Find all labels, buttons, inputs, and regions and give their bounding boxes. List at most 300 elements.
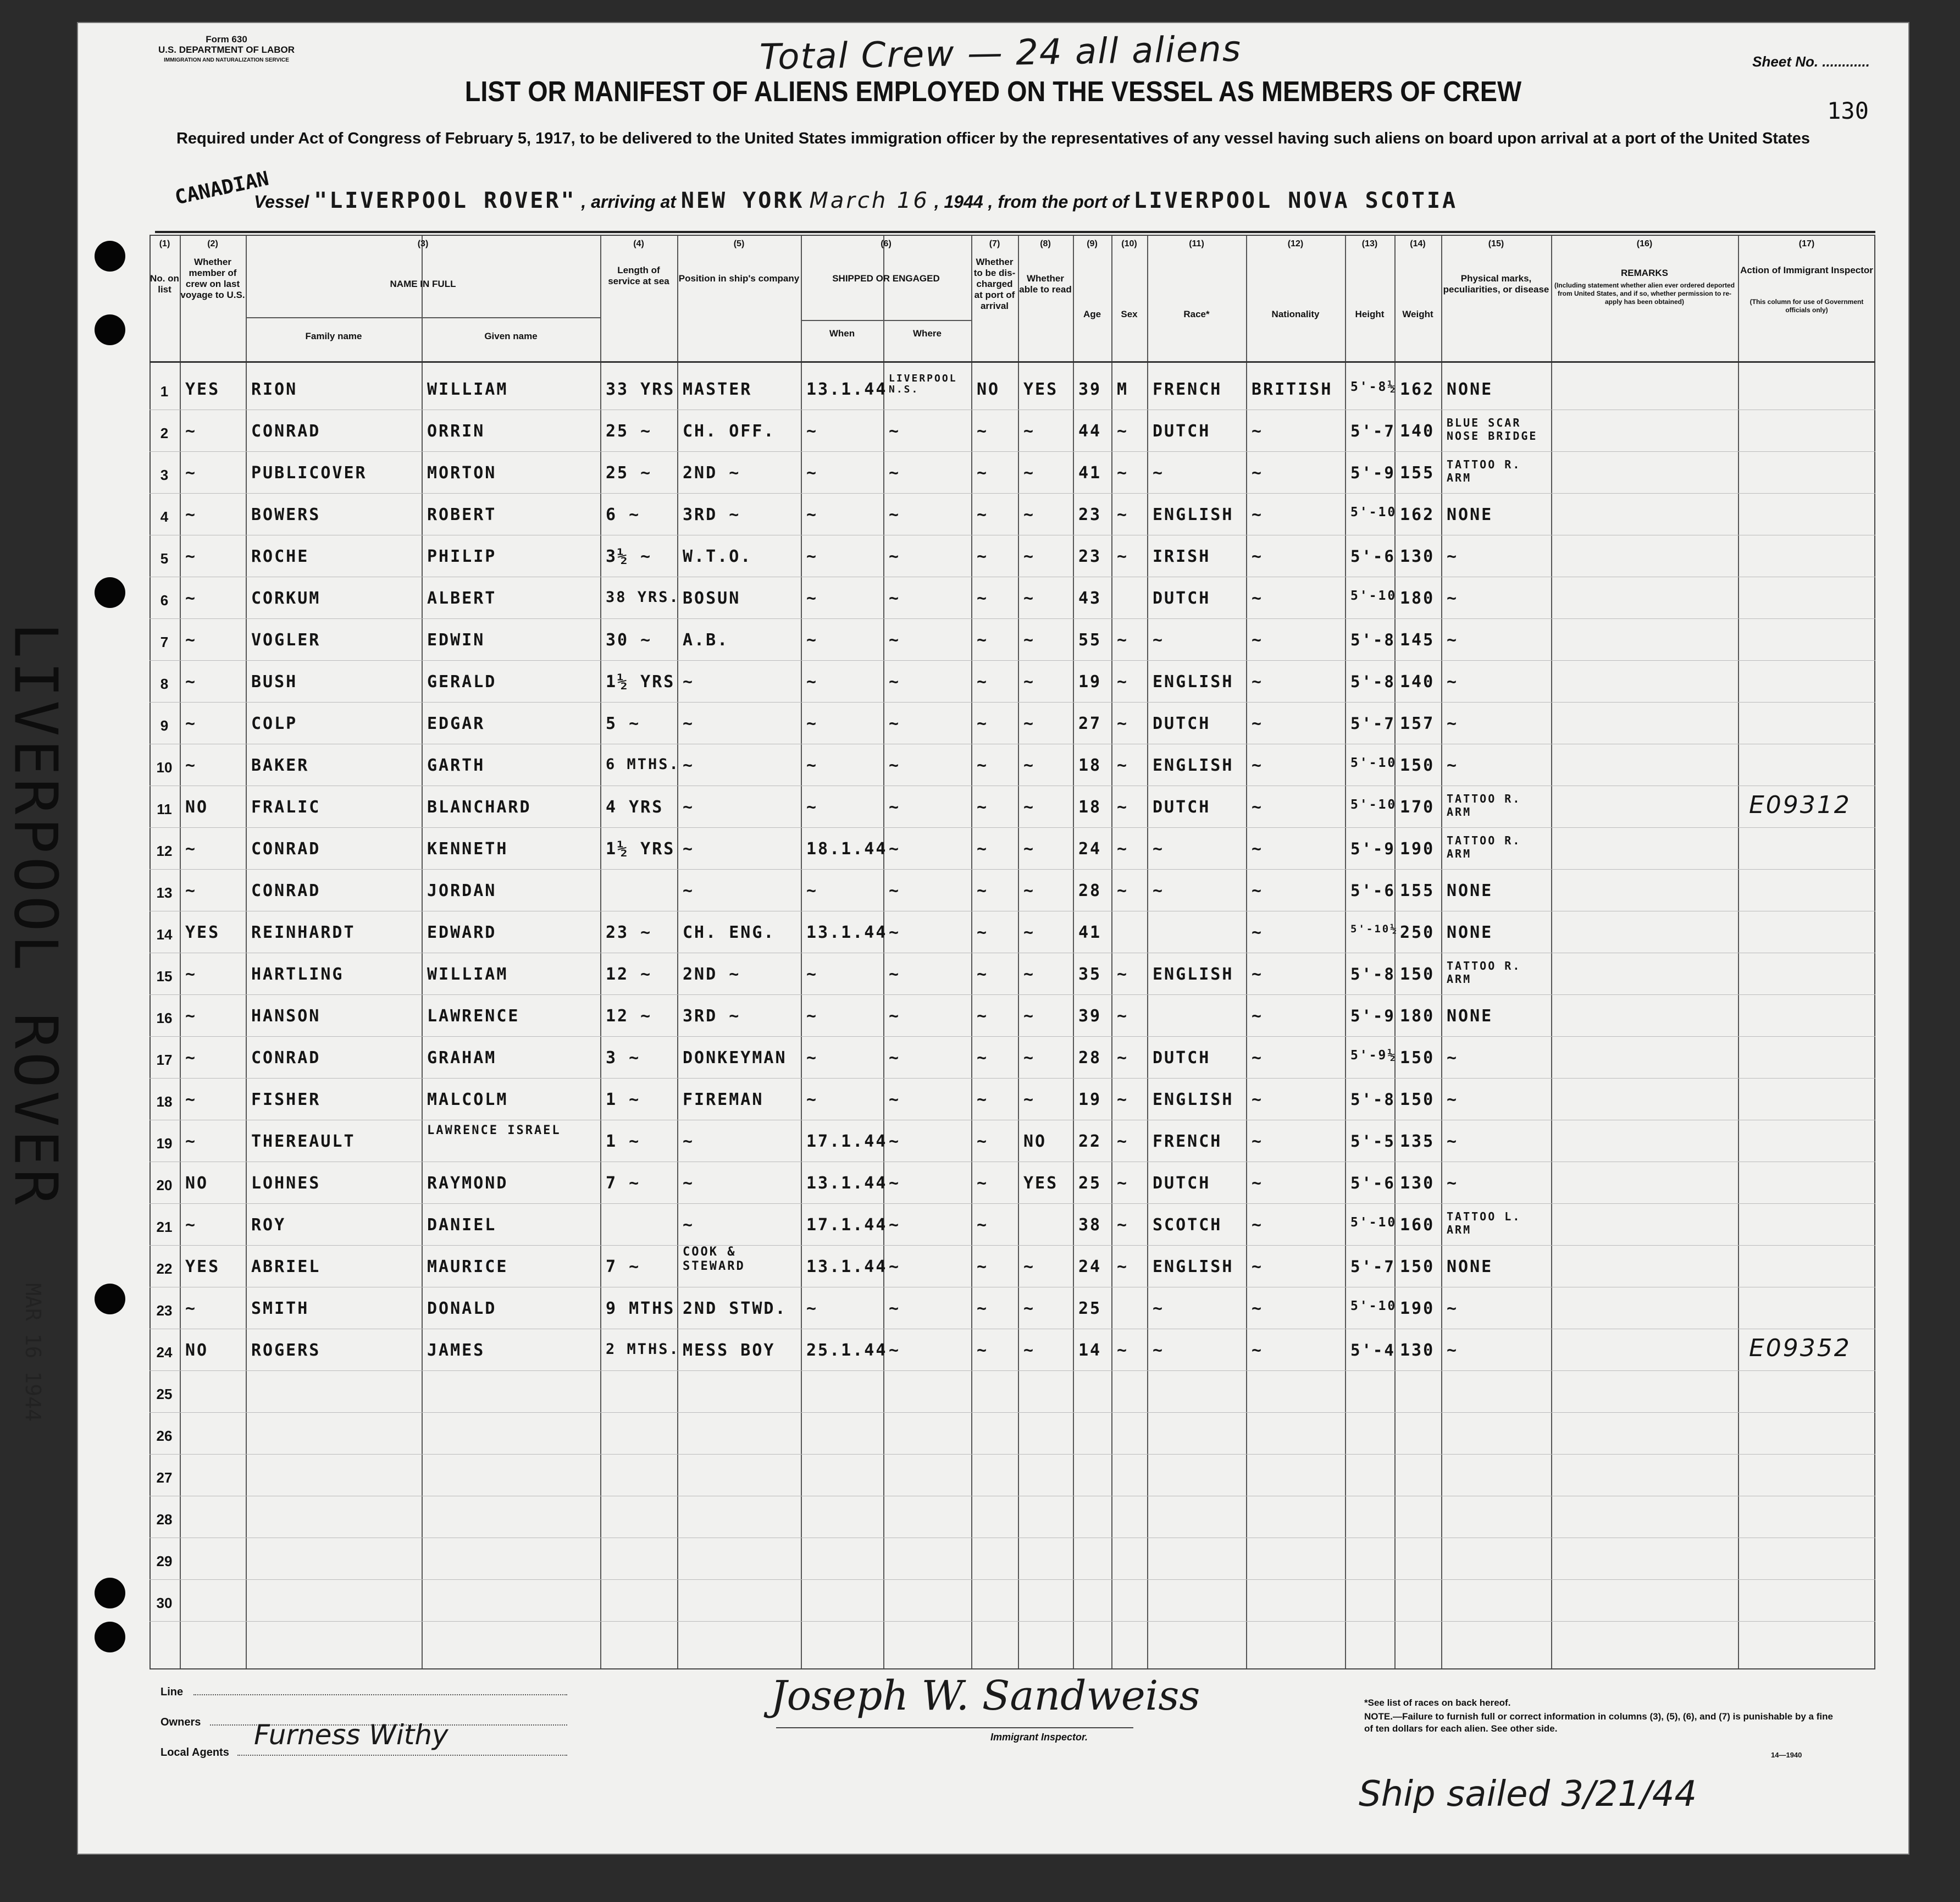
cell-age: 19	[1078, 1090, 1102, 1109]
cell-race: IRISH	[1153, 547, 1211, 566]
cell-race: FRENCH	[1153, 1132, 1222, 1151]
cell-given: EDWARD	[427, 923, 497, 942]
cell-ht: 5'-7	[1350, 1257, 1396, 1276]
cell-len: 1½ YRS	[606, 839, 676, 859]
cell-dis: ~	[977, 589, 989, 608]
column-number: (10)	[1121, 239, 1137, 248]
cell-sex: ~	[1117, 1257, 1129, 1276]
date-stamp	[11, 1283, 55, 1422]
cell-len: 1 ~	[606, 1132, 641, 1151]
cell-fam: HARTLING	[251, 965, 344, 984]
cell-nat: ~	[1252, 463, 1264, 483]
arriving-port: NEW YORK	[680, 188, 805, 213]
row-divider	[150, 1245, 1875, 1246]
cell-age: 24	[1078, 1257, 1102, 1276]
cell-when: ~	[806, 965, 818, 984]
cell-wt: 162	[1400, 380, 1435, 399]
ship-sailed-note: Ship sailed 3/21/44	[1359, 1774, 1697, 1815]
row-divider	[150, 1036, 1875, 1037]
cell-dis: ~	[977, 1341, 989, 1360]
cell-when: 17.1.44	[806, 1132, 888, 1151]
cell-where: LIVERPOOL N.S.	[889, 373, 957, 395]
row-number: 11	[157, 801, 172, 817]
cell-read: ~	[1023, 547, 1036, 566]
header-name-in-full: NAME IN FULL	[390, 279, 456, 289]
binder-hole	[95, 1622, 125, 1652]
cell-len: 25 ~	[606, 463, 652, 483]
cell-last: ~	[185, 631, 197, 650]
cell-len: 7 ~	[606, 1174, 641, 1193]
cell-read: ~	[1023, 505, 1036, 524]
cell-marks: ~	[1447, 631, 1459, 650]
cell-wt: 160	[1400, 1215, 1435, 1235]
line-field	[193, 1694, 567, 1695]
agents-field	[237, 1755, 567, 1756]
cell-age: 22	[1078, 1132, 1102, 1151]
cell-age: 35	[1078, 965, 1102, 984]
cell-sex: ~	[1117, 1132, 1129, 1151]
header-no-on-list: No. on list	[150, 273, 179, 295]
row-number: 29	[156, 1553, 173, 1569]
canadian-annotation: CANADIAN	[173, 167, 271, 209]
header-inspector-action: Action of Immigrant Inspector	[1740, 265, 1873, 275]
cell-age: 28	[1078, 881, 1102, 900]
cell-where: ~	[889, 798, 901, 817]
cell-where: ~	[889, 1132, 901, 1151]
cell-dis: ~	[977, 1257, 989, 1276]
form-number: Form 630	[206, 34, 247, 45]
cell-where: ~	[889, 839, 901, 859]
cell-fam: CONRAD	[251, 881, 321, 900]
row-divider	[150, 1412, 1875, 1413]
cell-last: ~	[185, 589, 197, 608]
cell-read: ~	[1023, 1090, 1036, 1109]
vessel-label: Vessel	[254, 192, 309, 212]
row-divider	[150, 1078, 1875, 1079]
cell-last: ~	[185, 881, 197, 900]
cell-len: 3½ ~	[606, 547, 652, 566]
cell-marks: NONE	[1447, 1007, 1493, 1026]
cell-given: ROBERT	[427, 505, 497, 524]
row-number: 14	[156, 926, 173, 943]
row-number: 20	[156, 1177, 173, 1193]
row-number: 27	[156, 1469, 173, 1486]
cell-sex: ~	[1117, 631, 1129, 650]
cell-age: 41	[1078, 923, 1102, 942]
column-number: (15)	[1488, 239, 1504, 248]
cell-dis: ~	[977, 1174, 989, 1193]
row-divider	[150, 451, 1875, 452]
cell-fam: RION	[251, 380, 298, 399]
cell-race: DUTCH	[1153, 714, 1211, 733]
cell-pos: DONKEYMAN	[683, 1048, 787, 1068]
cell-age: 43	[1078, 589, 1102, 608]
arrival-date: March 16	[809, 188, 929, 213]
cell-fam: FRALIC	[251, 798, 321, 817]
cell-ht: 5'-10	[1350, 505, 1397, 519]
cell-given: WILLIAM	[427, 380, 508, 399]
cell-dis: ~	[977, 672, 989, 692]
cell-marks: NONE	[1447, 923, 1493, 942]
cell-read: YES	[1023, 380, 1059, 399]
cell-last: NO	[185, 1174, 209, 1193]
cell-len: 1½ YRS	[606, 672, 676, 692]
row-number: 8	[160, 676, 169, 692]
penalty-note: NOTE.—Failure to furnish full or correct information in columns (3), (5), (6), and (7) is punishable by a fine of ten dollars for each alien. See other side.	[1364, 1711, 1833, 1734]
cell-wt: 150	[1400, 756, 1435, 775]
cell-where: ~	[889, 547, 901, 566]
header-sex: Sex	[1121, 309, 1138, 319]
header-physical-marks: Physical marks, peculiarities, or disease	[1443, 273, 1549, 295]
binder-hole	[95, 1284, 125, 1314]
cell-dis: ~	[977, 756, 989, 775]
cell-pos: ~	[683, 839, 695, 859]
cell-where: ~	[889, 1341, 901, 1360]
cell-nat: ~	[1252, 881, 1264, 900]
header-rule	[155, 231, 1875, 233]
cell-race: ENGLISH	[1153, 965, 1234, 984]
cell-sex: ~	[1117, 881, 1129, 900]
cell-where: ~	[889, 1215, 901, 1235]
cell-marks: TATTOO L. ARM	[1447, 1210, 1521, 1236]
cell-sex: ~	[1117, 756, 1129, 775]
header-given-name: Given name	[484, 331, 538, 341]
cell-fam: REINHARDT	[251, 923, 356, 942]
cell-dis: ~	[977, 1048, 989, 1068]
cell-sex: ~	[1117, 714, 1129, 733]
cell-where: ~	[889, 714, 901, 733]
cell-last: YES	[185, 923, 220, 942]
cell-read: ~	[1023, 672, 1036, 692]
cell-pos: MASTER	[683, 380, 752, 399]
from-label: , from the port of	[988, 192, 1129, 212]
cell-read: ~	[1023, 923, 1036, 942]
cell-ht: 5'-9	[1350, 463, 1396, 482]
cell-race: ~	[1153, 839, 1165, 859]
cell-read: ~	[1023, 1299, 1036, 1318]
cell-when: 13.1.44	[806, 923, 888, 942]
cell-fam: LOHNES	[251, 1174, 321, 1193]
cell-when: ~	[806, 1048, 818, 1068]
cell-race: DUTCH	[1153, 422, 1211, 441]
subheader-rule	[246, 317, 600, 318]
cell-age: 18	[1078, 756, 1102, 775]
row-number: 21	[156, 1219, 173, 1235]
cell-when: ~	[806, 422, 818, 441]
cell-last: YES	[185, 380, 220, 399]
header-last-voyage: Whether member of crew on last voyage to U.S.	[180, 257, 245, 300]
cell-when: ~	[806, 1090, 818, 1109]
cell-len: 33 YRS	[606, 380, 676, 399]
cell-pos: ~	[683, 714, 695, 733]
cell-marks: ~	[1447, 672, 1459, 692]
cell-pos: ~	[683, 672, 695, 692]
header-length-of-service: Length of service at sea	[608, 265, 669, 286]
cell-where: ~	[889, 923, 901, 942]
row-number: 22	[156, 1260, 173, 1277]
cell-last: ~	[185, 1299, 197, 1318]
cell-dis: ~	[977, 965, 989, 984]
cell-when: ~	[806, 1299, 818, 1318]
cell-len: 38 YRS.	[606, 589, 680, 606]
cell-pos: ~	[683, 798, 695, 817]
cell-fam: CORKUM	[251, 589, 321, 608]
cell-when: ~	[806, 463, 818, 483]
cell-given: PHILIP	[427, 547, 497, 566]
cell-race: ENGLISH	[1153, 672, 1234, 692]
cell-when: ~	[806, 505, 818, 524]
cell-pos: 3RD ~	[683, 505, 741, 524]
cell-age: 25	[1078, 1299, 1102, 1318]
cell-given: BLANCHARD	[427, 798, 531, 817]
cell-age: 39	[1078, 380, 1102, 399]
row-number: 2	[160, 425, 169, 441]
cell-when: ~	[806, 631, 818, 650]
department: U.S. DEPARTMENT OF LABOR	[158, 45, 295, 55]
header-discharged: Whether to be dis-charged at port of arrival	[973, 257, 1016, 311]
cell-when: 18.1.44	[806, 839, 888, 859]
row-number: 15	[156, 968, 173, 985]
column-number: (13)	[1361, 239, 1378, 248]
column-number: (4)	[633, 239, 644, 248]
cell-marks: ~	[1447, 1341, 1459, 1360]
cell-marks: ~	[1447, 1174, 1459, 1193]
cell-fam: BOWERS	[251, 505, 321, 524]
cell-wt: 150	[1400, 965, 1435, 984]
cell-where: ~	[889, 965, 901, 984]
row-divider	[150, 1621, 1875, 1622]
cell-nat: ~	[1252, 798, 1264, 817]
cell-fam: ROGERS	[251, 1341, 321, 1360]
cell-when: ~	[806, 798, 818, 817]
cell-age: 25	[1078, 1174, 1102, 1193]
cell-where: ~	[889, 1048, 901, 1068]
cell-where: ~	[889, 881, 901, 900]
row-number: 19	[156, 1135, 173, 1152]
cell-ht: 5'-6	[1350, 547, 1396, 566]
cell-marks: ~	[1447, 547, 1459, 566]
cell-wt: 130	[1400, 1341, 1435, 1360]
cell-read: NO	[1023, 1132, 1047, 1151]
cell-wt: 250	[1400, 923, 1435, 942]
cell-wt: 130	[1400, 547, 1435, 566]
cell-fam: CONRAD	[251, 1048, 321, 1068]
header-family-name: Family name	[305, 331, 362, 341]
cell-fam: ROY	[251, 1215, 286, 1235]
cell-given: EDWIN	[427, 631, 485, 650]
cell-when: ~	[806, 714, 818, 733]
cell-race: ENGLISH	[1153, 1090, 1234, 1109]
subheader-rule	[801, 320, 971, 321]
cell-marks: NONE	[1447, 380, 1493, 399]
cell-ht: 5'-9	[1350, 839, 1396, 858]
cell-sex: ~	[1117, 505, 1129, 524]
cell-last: NO	[185, 798, 209, 817]
cell-when: ~	[806, 1007, 818, 1026]
cell-pos: ~	[683, 756, 695, 775]
cell-where: ~	[889, 672, 901, 692]
cell-pos: CH. ENG.	[683, 923, 776, 942]
inspector-label: Immigrant Inspector.	[990, 1732, 1088, 1743]
cell-where: ~	[889, 589, 901, 608]
cell-wt: 157	[1400, 714, 1435, 733]
cell-when: ~	[806, 589, 818, 608]
cell-nat: ~	[1252, 672, 1264, 692]
cell-len: 3 ~	[606, 1048, 641, 1068]
cell-where: ~	[889, 1299, 901, 1318]
cell-race: ~	[1153, 1341, 1165, 1360]
cell-given: DONALD	[427, 1299, 497, 1318]
binder-hole	[95, 1578, 125, 1608]
row-number: 4	[160, 508, 169, 525]
cell-wt: 150	[1400, 1048, 1435, 1068]
header-remarks: REMARKS	[1621, 268, 1668, 278]
cell-pos: BOSUN	[683, 589, 741, 608]
cell-age: 39	[1078, 1007, 1102, 1026]
cell-fam: CONRAD	[251, 839, 321, 859]
cell-nat: ~	[1252, 756, 1264, 775]
row-divider	[150, 869, 1875, 870]
cell-len: 12 ~	[606, 1007, 652, 1026]
cell-where: ~	[889, 505, 901, 524]
cell-race: ~	[1153, 463, 1165, 483]
cell-marks: TATTOO R. ARM	[1447, 458, 1521, 484]
cell-age: 24	[1078, 839, 1102, 859]
cell-given: LAWRENCE ISRAEL	[427, 1124, 561, 1137]
row-number: 10	[156, 759, 173, 776]
cell-nat: ~	[1252, 965, 1264, 984]
cell-sex: ~	[1117, 672, 1129, 692]
cell-len: 23 ~	[606, 923, 652, 942]
cell-dis: ~	[977, 547, 989, 566]
cell-race: ENGLISH	[1153, 756, 1234, 775]
document-subtitle: Required under Act of Congress of February 5, 1917, to be delivered to the United States immigration officer by the representatives of any vessel having such aliens on board upon arrival at a port of the United States	[176, 130, 1810, 147]
cell-dis: ~	[977, 1215, 989, 1235]
arriving-label: , arriving at	[581, 192, 676, 212]
row-number: 6	[160, 592, 169, 609]
cell-marks: ~	[1447, 1299, 1459, 1318]
cell-marks: ~	[1447, 714, 1459, 733]
agents-label: Local Agents	[160, 1746, 229, 1759]
cell-ht: 5'-8	[1350, 672, 1396, 691]
cell-nat: ~	[1252, 1048, 1264, 1068]
header-when: When	[829, 328, 855, 339]
cell-nat: ~	[1252, 923, 1264, 942]
cell-given: MORTON	[427, 463, 497, 483]
cell-marks: NONE	[1447, 881, 1493, 900]
cell-pos: 2ND ~	[683, 463, 741, 483]
cell-fam: PUBLICOVER	[251, 463, 367, 483]
cell-last: ~	[185, 547, 197, 566]
cell-last: ~	[185, 1048, 197, 1068]
cell-pos: ~	[683, 1174, 695, 1193]
cell-read: ~	[1023, 1007, 1036, 1026]
cell-read: ~	[1023, 1048, 1036, 1068]
row-divider	[150, 1370, 1875, 1371]
cell-where: ~	[889, 1257, 901, 1276]
cell-read: ~	[1023, 589, 1036, 608]
cell-nat: ~	[1252, 1299, 1264, 1318]
cell-fam: FISHER	[251, 1090, 321, 1109]
row-number: 26	[156, 1428, 173, 1444]
header-able-to-read: Whether able to read	[1019, 273, 1072, 295]
cell-dis: ~	[977, 631, 989, 650]
cell-race: ~	[1153, 631, 1165, 650]
row-number: 7	[160, 634, 169, 650]
cell-when: 13.1.44	[806, 1257, 888, 1276]
cell-nat: ~	[1252, 422, 1264, 441]
cell-marks: ~	[1447, 1132, 1459, 1151]
cell-race: ~	[1153, 1299, 1165, 1318]
cell-when: 17.1.44	[806, 1215, 888, 1235]
cell-ht: 5'-8	[1350, 965, 1396, 983]
cell-read: ~	[1023, 463, 1036, 483]
cell-last: ~	[185, 422, 197, 441]
header-remarks-sub: (Including statement whether alien ever ordered deported from United States, and if so, whether permission to re-apply has been obtained)	[1554, 281, 1735, 306]
cell-age: 23	[1078, 505, 1102, 524]
cell-marks: NONE	[1447, 1257, 1493, 1276]
form-header	[144, 34, 309, 65]
agents-handwriting: Furness Withy	[254, 1719, 449, 1751]
cell-when: ~	[806, 881, 818, 900]
row-number: 17	[156, 1052, 173, 1068]
cell-wt: 150	[1400, 1257, 1435, 1276]
row-divider	[150, 702, 1875, 703]
cell-ht: 5'-6	[1350, 881, 1396, 900]
cell-age: 23	[1078, 547, 1102, 566]
cell-nat: ~	[1252, 505, 1264, 524]
row-divider	[150, 1203, 1875, 1204]
row-divider	[150, 493, 1875, 494]
cell-fam: HANSON	[251, 1007, 321, 1026]
cell-pos: COOK & STEWARD	[683, 1245, 745, 1273]
cell-read: ~	[1023, 839, 1036, 859]
cell-pos: CH. OFF.	[683, 422, 776, 441]
cell-marks: ~	[1447, 589, 1459, 608]
row-number: 9	[160, 717, 169, 734]
cell-fam: ROCHE	[251, 547, 309, 566]
cell-read: ~	[1023, 714, 1036, 733]
cell-race: SCOTCH	[1153, 1215, 1222, 1235]
cell-dis: ~	[977, 714, 989, 733]
cell-where: ~	[889, 1090, 901, 1109]
cell-sex: ~	[1117, 1090, 1129, 1109]
cell-given: ALBERT	[427, 589, 497, 608]
cell-given: KENNETH	[427, 839, 508, 859]
binder-hole	[95, 577, 125, 608]
cell-nat: ~	[1252, 839, 1264, 859]
cell-marks: NONE	[1447, 505, 1493, 524]
column-number: (17)	[1798, 239, 1815, 248]
cell-dis: ~	[977, 923, 989, 942]
cell-last: ~	[185, 1090, 197, 1109]
cell-pos: 2ND ~	[683, 965, 741, 984]
cell-last: ~	[185, 1132, 197, 1151]
cell-when: 25.1.44	[806, 1341, 888, 1360]
cell-race: DUTCH	[1153, 1174, 1211, 1193]
vessel-line	[254, 188, 1458, 213]
column-number: (1)	[159, 239, 170, 248]
cell-nat: ~	[1252, 547, 1264, 566]
row-divider	[150, 994, 1875, 995]
column-number: (7)	[989, 239, 1000, 248]
column-number: (3)	[417, 239, 429, 248]
cell-ht: 5'-9	[1350, 1007, 1396, 1025]
races-note: *See list of races on back hereof.	[1364, 1698, 1511, 1708]
cell-sex: M	[1117, 380, 1129, 399]
cell-given: EDGAR	[427, 714, 485, 733]
cell-given: GRAHAM	[427, 1048, 497, 1068]
